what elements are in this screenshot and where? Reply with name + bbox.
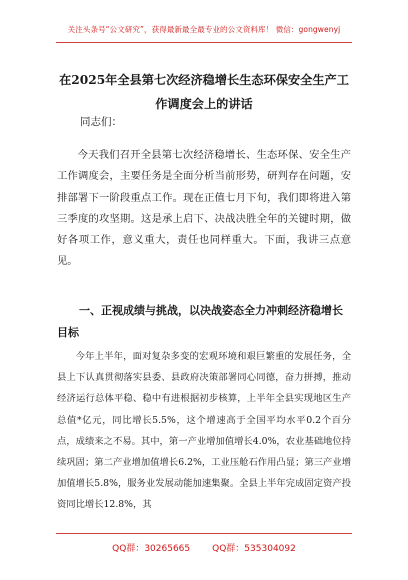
section-heading: 一、正视成绩与挑战，以决战姿态全力冲刺经济稳增长目标 (57, 304, 343, 339)
paragraph-intro: 今天我们召开全县第七次经济稳增长、生态环保、安全生产工作调度会，主要任务是全面分析当前形势，研判存在问题，安排部署下一阶段重点工作。现在正值七月下旬，我们即将进入第三季度的攻坚期。这是承上启下、决战决胜全年的关键时期，做好各项工作，意义重大，责任也同样重大。下面，我讲三点意见。 (57, 149, 351, 268)
footer-divider (56, 533, 352, 534)
header-divider (56, 42, 352, 43)
qq-group-2: QQ群：535304092 (212, 544, 296, 554)
promo-header (0, 0, 408, 52)
paragraph-body: 今年上半年，面对复杂多变的宏观环境和艰巨繁重的发展任务，全县上下认真贯彻落实县委、县政府决策部署同心同德，奋力拼搏，推动经济运行总体平稳、稳中有进根据初步核算，上半年全县实现地区生产总值*亿元，同比增长5.5%，这个增速高于全国平均水平0.2个百分点，成绩来之不易。其中，第一产业增加值增长4.0%，农业基础地位持续巩固；第二产业增加值增长6.2%，工业压舱石作用凸显；第三产业增加值增长5.8%，服务业发展动能加速集聚。全县上半年完成固定资产投资同比增长12.8%，其 (57, 351, 351, 511)
promo-footer (0, 541, 408, 554)
greeting: 同志们： (80, 116, 122, 128)
qq-group-1: QQ群：30265665 (112, 544, 191, 554)
document-title: 在2025年全县第七次经济稳增长生态环保安全生产工作调度会上的讲话 (59, 73, 349, 111)
promo-header-text: 关注头条号“公文研究”，获得最新最全最专业的公文资料库！ 微信：gongwenyj (67, 25, 341, 34)
